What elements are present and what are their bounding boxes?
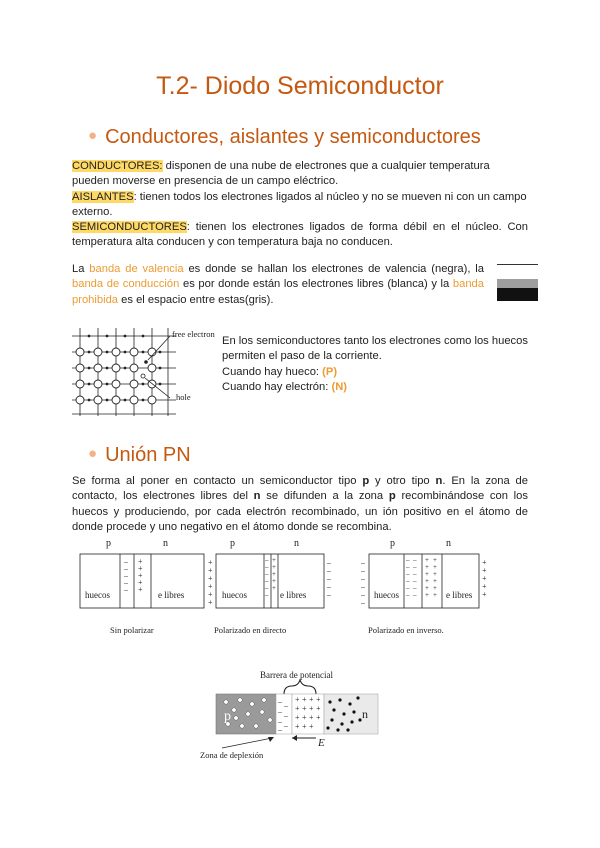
svg-text:+: + bbox=[302, 722, 307, 731]
bands-text-3: es por donde están los electrones libres (blanca) y la bbox=[179, 278, 453, 291]
svg-text:+: + bbox=[433, 591, 437, 599]
svg-text:+: + bbox=[302, 713, 307, 722]
section-heading-text: Unión PN bbox=[105, 444, 191, 466]
diagram-p-label: p bbox=[230, 538, 235, 549]
svg-text:–: – bbox=[124, 571, 128, 580]
diagram-elibres-label: e libres bbox=[280, 590, 307, 600]
svg-text:+: + bbox=[272, 563, 276, 571]
svg-text:–: – bbox=[406, 577, 410, 585]
svg-text:+: + bbox=[302, 695, 307, 704]
band-diagram bbox=[497, 264, 538, 301]
union-text-3: . En la zona de contacto, los electrones libres del bbox=[72, 475, 529, 503]
svg-text:–: – bbox=[406, 563, 410, 571]
section-heading-conductores bbox=[88, 126, 481, 149]
svg-text:+: + bbox=[425, 591, 429, 599]
diagram-huecos-label: huecos bbox=[374, 590, 399, 600]
svg-text:+: + bbox=[425, 577, 429, 585]
svg-text:–: – bbox=[327, 558, 331, 567]
svg-text:+: + bbox=[272, 584, 276, 592]
bullet-icon: ● bbox=[88, 445, 98, 462]
svg-text:–: – bbox=[265, 591, 269, 599]
depletion-label: Zona de deplexión bbox=[200, 750, 264, 760]
svg-text:–: – bbox=[278, 725, 282, 734]
diagram-huecos-label: huecos bbox=[85, 590, 110, 600]
svg-text:–: – bbox=[265, 577, 269, 585]
union-bold-p: p bbox=[362, 475, 370, 487]
crystal-lattice-figure bbox=[68, 326, 218, 418]
svg-text:–: – bbox=[406, 584, 410, 592]
section-heading-union-pn bbox=[88, 444, 191, 467]
svg-text:+: + bbox=[138, 578, 143, 587]
diagram-polarizado-inverso bbox=[360, 538, 494, 642]
union-bold-n: n bbox=[435, 475, 443, 487]
svg-text:+: + bbox=[433, 556, 437, 564]
svg-text:–: – bbox=[265, 584, 269, 592]
svg-text:–: – bbox=[361, 566, 365, 575]
diagram-sin-polarizar bbox=[76, 538, 212, 642]
svg-text:+: + bbox=[138, 585, 143, 594]
svg-text:+: + bbox=[295, 722, 300, 731]
union-pn-paragraph bbox=[72, 474, 528, 535]
svg-text:+: + bbox=[272, 556, 276, 564]
def-semiconductores-text: : tienen los electrones ligados de forma débil en el núcleo. Con temperatura alta conducen y con temperatura baja no conducen. bbox=[72, 221, 528, 249]
diagram-n-label: n bbox=[446, 538, 451, 549]
svg-text:–: – bbox=[265, 563, 269, 571]
diagram-elibres-label: e libres bbox=[446, 590, 473, 600]
bands-text-2: es donde se hallan los electrones de valencia (negra), la bbox=[183, 263, 484, 275]
svg-text:+: + bbox=[482, 566, 487, 575]
svg-text:+: + bbox=[138, 571, 143, 580]
svg-text:–: – bbox=[327, 566, 331, 575]
union-bold-p2: p bbox=[388, 490, 396, 503]
svg-text:+: + bbox=[138, 557, 143, 566]
def-conductores-text: disponen de una nube de electrones que a cualquier temperatura pueden moverse en presencia de un campo eléctrico. bbox=[72, 160, 490, 188]
diagram-caption: Sin polarizar bbox=[110, 625, 154, 635]
svg-text:+: + bbox=[295, 695, 300, 704]
term-conductores: CONDUCTORES: bbox=[72, 160, 163, 172]
svg-text:–: – bbox=[413, 556, 417, 564]
hole-label: hole bbox=[176, 392, 191, 402]
def-aislantes bbox=[72, 190, 528, 221]
svg-text:–: – bbox=[124, 585, 128, 594]
bullet-icon: ● bbox=[88, 127, 98, 144]
barrier-label: Barrera de potencial bbox=[260, 670, 333, 680]
svg-text:–: – bbox=[327, 590, 331, 599]
svg-text:+: + bbox=[433, 584, 437, 592]
svg-text:–: – bbox=[265, 556, 269, 564]
union-text-5: recombinándose con los huecos y produciendo, por cada electrón recombinado, un ión positivo en el átomo de donde procede y uno negativo en el átomo donde se recombina. bbox=[72, 490, 528, 533]
diagram-caption: Polarizado en directo bbox=[214, 625, 287, 635]
huecos-paragraph bbox=[222, 334, 532, 395]
forbidden-band bbox=[497, 279, 538, 288]
electron-line bbox=[222, 380, 532, 395]
svg-text:–: – bbox=[265, 570, 269, 578]
diagram-n-label: n bbox=[163, 538, 168, 549]
svg-text:+: + bbox=[425, 563, 429, 571]
svg-text:+: + bbox=[316, 704, 321, 713]
union-text-1: Se forma al poner en contacto un semiconductor tipo bbox=[72, 475, 363, 487]
junction-n-label: n bbox=[362, 707, 368, 721]
junction-p-label: p bbox=[224, 709, 231, 724]
svg-text:+: + bbox=[309, 713, 314, 722]
term-aislantes: AISLANTES bbox=[72, 190, 134, 203]
svg-text:+: + bbox=[316, 695, 321, 704]
diagram-n-label: n bbox=[294, 538, 299, 549]
definitions-block bbox=[72, 159, 528, 251]
def-conductores bbox=[72, 159, 528, 190]
svg-text:+: + bbox=[272, 577, 276, 585]
svg-text:–: – bbox=[284, 711, 288, 720]
hueco-value: (P) bbox=[322, 365, 338, 378]
svg-text:+: + bbox=[138, 564, 143, 573]
svg-text:+: + bbox=[309, 695, 314, 704]
union-text-2: y otro tipo bbox=[369, 475, 436, 487]
svg-text:–: – bbox=[413, 563, 417, 571]
svg-text:–: – bbox=[413, 577, 417, 585]
electron-value: (N) bbox=[331, 380, 347, 393]
svg-text:–: – bbox=[361, 574, 365, 583]
svg-text:–: – bbox=[327, 582, 331, 591]
banda-conduccion-term: banda de conducción bbox=[72, 278, 180, 291]
svg-text:–: – bbox=[124, 557, 128, 566]
pn-junction-figure bbox=[192, 664, 402, 764]
svg-text:–: – bbox=[413, 570, 417, 578]
electron-line-text: Cuando hay electrón: bbox=[222, 380, 332, 393]
svg-text:–: – bbox=[278, 697, 282, 706]
svg-text:+: + bbox=[433, 577, 437, 585]
svg-text:+: + bbox=[482, 574, 487, 583]
svg-text:–: – bbox=[278, 707, 282, 716]
svg-text:+: + bbox=[316, 713, 321, 722]
def-semiconductores bbox=[72, 220, 528, 251]
hueco-line bbox=[222, 365, 532, 380]
free-electron-label: free electron bbox=[172, 329, 215, 339]
svg-text:–: – bbox=[284, 721, 288, 730]
svg-text:+: + bbox=[208, 566, 213, 575]
svg-text:+: + bbox=[482, 558, 487, 567]
diagram-caption: Polarizado en inverso. bbox=[368, 625, 444, 635]
svg-text:–: – bbox=[406, 556, 410, 564]
svg-text:–: – bbox=[361, 558, 365, 567]
svg-text:–: – bbox=[278, 717, 282, 726]
svg-text:+: + bbox=[208, 558, 213, 567]
banda-valencia-term: banda de valencia bbox=[89, 263, 184, 275]
svg-text:+: + bbox=[208, 598, 213, 607]
svg-text:–: – bbox=[124, 578, 128, 587]
conduction-band-line bbox=[497, 264, 538, 265]
svg-text:+: + bbox=[482, 590, 487, 599]
svg-text:+: + bbox=[482, 582, 487, 591]
svg-text:–: – bbox=[413, 584, 417, 592]
svg-text:–: – bbox=[361, 582, 365, 591]
svg-text:+: + bbox=[295, 704, 300, 713]
svg-text:+: + bbox=[425, 584, 429, 592]
bands-text-1: La bbox=[72, 263, 90, 275]
hueco-line-text: Cuando hay hueco: bbox=[222, 365, 323, 378]
bands-paragraph bbox=[72, 262, 484, 308]
diagram-huecos-label: huecos bbox=[222, 590, 247, 600]
section-heading-text: Conductores, aislantes y semiconductores bbox=[105, 126, 481, 148]
union-text-4: se difunden a la zona bbox=[260, 490, 389, 503]
svg-text:+: + bbox=[208, 582, 213, 591]
svg-text:+: + bbox=[433, 563, 437, 571]
diagram-p-label: p bbox=[390, 538, 395, 549]
valence-band bbox=[497, 288, 538, 301]
svg-text:+: + bbox=[295, 713, 300, 722]
page-title: T.2- Diodo Semiconductor bbox=[156, 72, 444, 100]
diagram-p-label: p bbox=[106, 538, 111, 549]
svg-text:+: + bbox=[302, 704, 307, 713]
svg-text:+: + bbox=[272, 570, 276, 578]
bands-text-4: es el espacio entre estas(gris). bbox=[118, 293, 274, 306]
huecos-text: En los semiconductores tanto los electrones como los huecos permiten el paso de la corriente. bbox=[222, 335, 528, 363]
svg-text:–: – bbox=[327, 574, 331, 583]
svg-text:–: – bbox=[124, 564, 128, 573]
svg-text:+: + bbox=[425, 556, 429, 564]
field-label: E bbox=[318, 737, 325, 749]
svg-text:–: – bbox=[406, 570, 410, 578]
svg-text:+: + bbox=[425, 570, 429, 578]
union-bold-n2: n bbox=[253, 490, 261, 503]
def-aislantes-text: : tienen todos los electrones ligados al núcleo y no se mueven ni con un campo externo. bbox=[72, 190, 527, 218]
diagram-elibres-label: e libres bbox=[158, 590, 185, 600]
svg-text:–: – bbox=[361, 598, 365, 607]
svg-text:+: + bbox=[208, 590, 213, 599]
svg-text:–: – bbox=[284, 701, 288, 710]
banda-prohibida-term: banda prohibida bbox=[72, 278, 484, 306]
svg-text:+: + bbox=[309, 704, 314, 713]
svg-text:+: + bbox=[208, 574, 213, 583]
svg-text:–: – bbox=[413, 591, 417, 599]
term-semiconductores: SEMICONDUCTORES bbox=[72, 221, 187, 234]
svg-text:–: – bbox=[361, 590, 365, 599]
svg-text:+: + bbox=[309, 722, 314, 731]
diagram-polarizado-directo bbox=[206, 538, 340, 642]
svg-text:–: – bbox=[406, 591, 410, 599]
svg-text:+: + bbox=[433, 570, 437, 578]
